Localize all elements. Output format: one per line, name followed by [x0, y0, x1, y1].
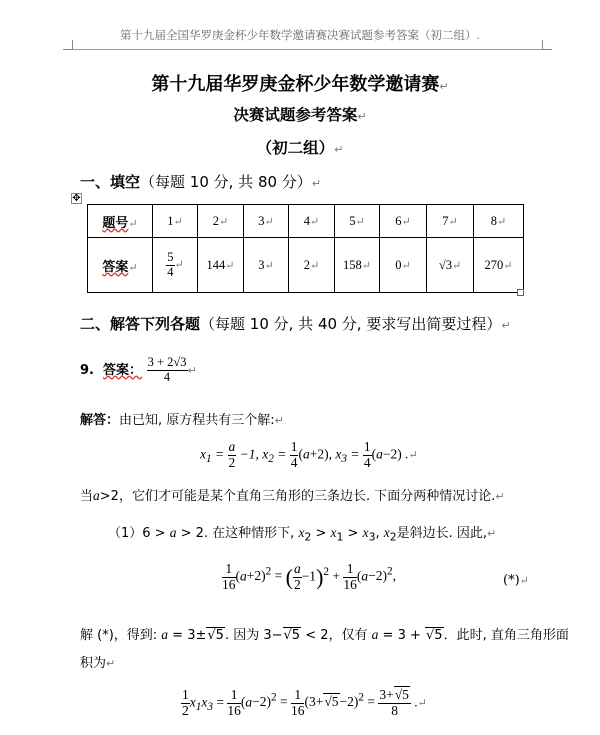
table-move-handle-icon[interactable]: ✥: [72, 193, 81, 204]
section2-heading: 二、解答下列各题（每题 10 分, 共 40 分, 要求写出简要过程）↵: [80, 315, 511, 333]
number-cell: 4↵: [289, 205, 335, 238]
condition-line: 当a>2，它们才可能是某个直角三角形的三条边长. 下面分两种情况讨论.↵: [80, 488, 505, 504]
title-main: 第十九届华罗庚金杯少年数学邀请赛↵: [151, 74, 449, 95]
solve-line: 解 (*)，得到: a = 3±√5. 因为 3−√5 < 2，仅有 a = 3 + √5．此时, 直角三角形面: [80, 627, 569, 643]
number-cell: 7↵: [427, 205, 474, 238]
number-cell: 3↵: [244, 205, 289, 238]
number-cell: 8↵: [474, 205, 524, 238]
table-row: [88, 238, 524, 293]
answer-cell: 3↵: [244, 238, 289, 293]
equation-star: $\frac{1}{16}$ $(a+2)^2$ = ( $\frac{a}{2}$ −1)$^2$ + $\frac{1}{16}$ $(a-2)^2$,: [222, 561, 396, 592]
number-cell: 5↵: [335, 205, 380, 238]
answer-cell: 0↵: [380, 238, 427, 293]
running-header: 第十九届全国华罗庚金杯少年数学邀请赛决赛试题参考答案（初二组）.: [120, 28, 480, 42]
formula-area: $\frac{1}{2}$ $x_1x_3$ = $\frac{1}{16}$ $(a-2)^2$ = $\frac{1}{16}$ $(3+√5-2)^2$ = $\frac{3+√5}{8}$ .↵: [182, 687, 427, 718]
answer-cell: 2↵: [289, 238, 335, 293]
title-sub: 决赛试题参考答案↵: [233, 106, 367, 124]
crop-mark-left: [63, 40, 73, 50]
section1-heading: 一、填空（每题 10 分, 共 80 分）↵: [80, 173, 322, 191]
table-row: [88, 205, 524, 238]
formula-roots: $x_1$ = $\frac{a}{2}$ −1, $x_2$ = $\frac{1}{4}$ (a+2), $x_3$ = $\frac{1}{4}$ (a−2) .↵: [200, 439, 418, 470]
number-cell: 6↵: [380, 205, 427, 238]
answer-cell: √3↵: [427, 238, 474, 293]
table-resize-handle[interactable]: [517, 289, 524, 296]
answer-cell: $\frac{5}{4}$ ↵: [153, 238, 198, 293]
title-group: （初二组）↵: [256, 139, 344, 157]
answer-cell: 158↵: [335, 238, 380, 293]
case1-line: （1）6 > a > 2. 在这种情形下, $x_2 > x_1 > x_3$, $x_2$是斜边长. 因此,↵: [108, 525, 497, 544]
q9-solution-intro: 解答：由已知, 原方程共有三个解:↵: [80, 413, 284, 428]
answer-cell: 270↵: [474, 238, 524, 293]
number-cell: 2↵: [198, 205, 244, 238]
q9-answer: 9. 答案： $\frac{3 + 2√3}{4}$ ↵: [80, 355, 197, 384]
equation-label: (*)↵: [503, 573, 529, 588]
area-line: 积为↵: [80, 656, 116, 671]
answer-fraction: $\frac{5}{4}$: [167, 249, 174, 279]
answer-table: [87, 204, 524, 293]
header-rule: [71, 49, 542, 50]
answer-header-cell: 答案↵: [88, 238, 153, 293]
number-cell: 1↵: [153, 205, 198, 238]
header-cell: 题号↵: [88, 205, 153, 238]
answer-cell: 144↵: [198, 238, 244, 293]
crop-mark-right: [542, 40, 552, 50]
